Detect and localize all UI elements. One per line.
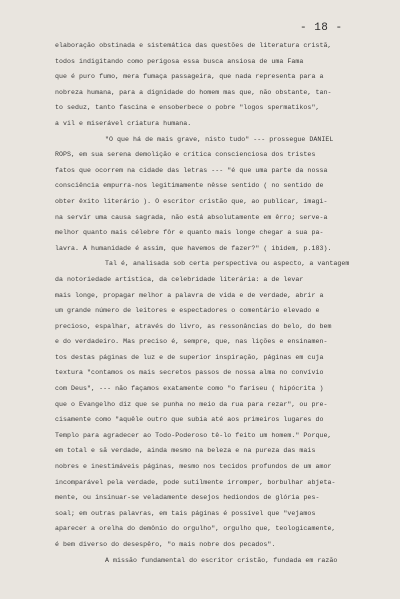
- text-line: melhor quanto mais célebre fôr e quanto mais longe chegar a sua pa-: [55, 229, 324, 237]
- text-line: A missão fundamental do escritor cristão, fundada em razão: [105, 556, 338, 564]
- text-line: to seduz, tanto fascina e ensoberbece o pobre "logos spermatikos",: [55, 104, 320, 112]
- page-number: - 18 -: [300, 22, 343, 34]
- text-line: todos indigitando como perigosa essa busca ansiosa de uma Fama: [55, 57, 304, 65]
- text-line: na servir uma causa sagrada, não está absolutamente em êrro; serve-a: [55, 213, 328, 221]
- text-line: é bem diverso do desespêro, "o mais nobre dos pecados".: [55, 541, 276, 548]
- text-line: nobreza humana, para a dignidade do homem mas que, não obstante, tan-: [55, 88, 332, 96]
- text-line: textura "contamos os mais secretos passos de nossa alma no convívio: [55, 369, 324, 377]
- text-line: mais longe, propagar melhor a palavra de vida e de verdade, abrir a: [55, 291, 324, 299]
- text-line: um grande número de leitores e espectadores o comentário elevado e: [55, 307, 320, 315]
- text-line: com Deus", --- não façamos exatamente como "o fariseu ( hipócrita ): [55, 385, 324, 393]
- text-line: mente, ou insinuar-se veladamente desejos hediondos de glória pes-: [55, 494, 320, 502]
- text-line: lavra. A humanidade é assim, que havemos de fazer?" ( ibidem, p.183).: [55, 244, 332, 252]
- text-line: cisamente como "aquêle outro que subia até aos primeiros lugares do: [55, 416, 324, 424]
- text-line: a vil e miserável criatura humana.: [55, 119, 192, 127]
- text-line: consciência empurra-nos legitimamente nêsse sentido ( no sentido de: [55, 182, 324, 190]
- text-line: Templo para agradecer ao Todo-Poderoso tê-lo feito um homem." Porque,: [55, 431, 332, 439]
- text-line: "O que há de mais grave, nisto tudo" --- prossegue DANIEL: [105, 135, 334, 143]
- text-line: obter êxito literário ). O escritor cristão que, ao publicar, imagi-: [55, 197, 328, 205]
- text-line: fatos que ocorrem na cidade das letras --- "é que uma parte da nossa: [55, 166, 328, 174]
- text-line: tos destas páginas de luz e de superior inspiração, páginas em cuja: [55, 353, 324, 361]
- text-line: ROPS, em sua serena demolição e crítica conscienciosa dos tristes: [55, 151, 316, 159]
- text-line: e do verdadeiro. Mas preciso é, sempre, que, nas lições e ensinamen-: [55, 338, 328, 346]
- text-line: Tal é, analisada sob certa perspectiva ou aspecto, a vantagem: [105, 260, 350, 268]
- text-line: aparecer a orelha do demônio do orgulho", orgulho que, teologicamente,: [55, 525, 336, 533]
- text-line: em total e sã verdade, ainda mesmo na beleza e na pureza das mais: [55, 447, 316, 455]
- text-line: que é puro fumo, mera fumaça passageira, que nada representa para a: [55, 73, 324, 81]
- text-line: que o Evangelho diz que se punha no meio da rua para rezar", ou pre-: [55, 400, 328, 408]
- text-line: da notoriedade artística, da celebridade literária: a de levar: [55, 275, 304, 283]
- text-line: elaboração obstinada e sistemática das questões de literatura cristã,: [55, 42, 332, 49]
- text-line: soal; em outras palavras, em tais páginas é possível que "vejamos: [55, 509, 316, 517]
- text-line: incomparável pela verdade, pode sutilmente irromper, borbulhar abjeta-: [55, 478, 336, 486]
- text-line: precioso, espalhar, através do livro, as ressonâncias do belo, do bem: [55, 322, 332, 330]
- body-text: [55, 38, 395, 568]
- text-line: nobres e inestimáveis páginas, mesmo nos tecidos profundos de um amor: [55, 463, 332, 471]
